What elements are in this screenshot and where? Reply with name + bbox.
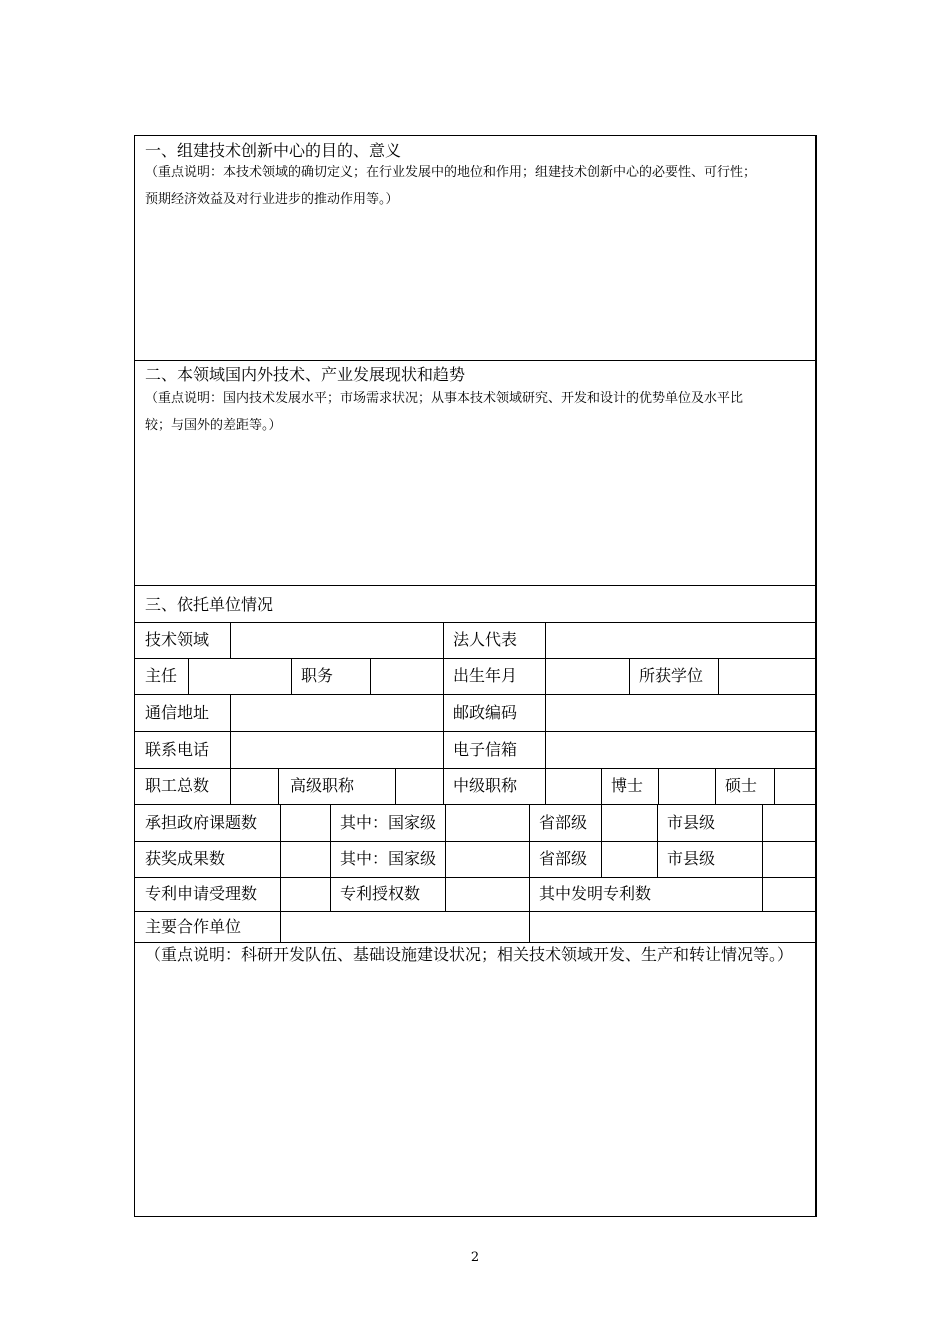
awards-national-input[interactable] [446, 842, 529, 877]
label-national-1: 其中：国家级 [340, 813, 437, 832]
section3-title: 三、依托单位情况 [145, 595, 274, 614]
label-mid-title: 中级职称 [453, 776, 518, 795]
tech-field-input[interactable] [231, 623, 443, 658]
address-input[interactable] [231, 695, 443, 731]
divider [135, 585, 815, 586]
label-provincial-1: 省部级 [539, 813, 588, 832]
section2-answer-area[interactable] [135, 441, 816, 585]
gov-provincial-input[interactable] [602, 805, 657, 841]
phone-input[interactable] [231, 732, 443, 768]
divider [135, 360, 815, 361]
section1-answer-area[interactable] [135, 216, 816, 360]
patent-granted-input[interactable] [446, 878, 529, 911]
phd-input[interactable] [659, 769, 715, 804]
awards-input[interactable] [281, 842, 330, 877]
page-number: 2 [470, 1250, 480, 1265]
label-position: 职务 [301, 666, 334, 685]
label-senior-title: 高级职称 [290, 776, 355, 795]
awards-city-input[interactable] [763, 842, 816, 877]
label-staff-total: 职工总数 [145, 776, 210, 795]
director-input[interactable] [189, 659, 291, 694]
gov-city-input[interactable] [763, 805, 816, 841]
label-provincial-2: 省部级 [539, 849, 588, 868]
master-input[interactable] [775, 769, 816, 804]
section2-title: 二、本领域国内外技术、产业发展现状和趋势 [145, 365, 466, 384]
label-city-2: 市县级 [667, 849, 716, 868]
label-birth: 出生年月 [453, 666, 518, 685]
staff-total-input[interactable] [231, 769, 278, 804]
label-phone: 联系电话 [145, 740, 210, 759]
email-input[interactable] [546, 732, 816, 768]
section3-answer-area[interactable] [135, 968, 816, 1216]
label-postcode: 邮政编码 [453, 703, 518, 722]
application-form [134, 135, 817, 1217]
label-master: 硕士 [725, 776, 758, 795]
label-patent-apply: 专利申请受理数 [145, 884, 258, 903]
label-gov-projects: 承担政府课题数 [145, 813, 258, 832]
patent-apply-input[interactable] [281, 878, 330, 911]
invention-patents-input[interactable] [763, 878, 816, 911]
label-invention-patents: 其中发明专利数 [539, 884, 652, 903]
mid-title-input[interactable] [546, 769, 601, 804]
section1-note-line1: （重点说明：本技术领域的确切定义；在行业发展中的地位和作用；组建技术创新中心的必要性、可行性； [145, 165, 757, 180]
label-national-2: 其中：国家级 [340, 849, 437, 868]
birth-input[interactable] [546, 659, 629, 694]
senior-title-input[interactable] [396, 769, 443, 804]
partners-input-2[interactable] [530, 912, 816, 942]
section2-note-line2: 较；与国外的差距等。） [145, 418, 282, 433]
label-awards: 获奖成果数 [145, 849, 226, 868]
postcode-input[interactable] [546, 695, 816, 731]
partners-input-1[interactable] [281, 912, 529, 942]
section3-note: （重点说明：科研开发队伍、基础设施建设状况；相关技术领域开发、生产和转让情况等。） [145, 945, 794, 964]
label-phd: 博士 [611, 776, 644, 795]
label-address: 通信地址 [145, 703, 210, 722]
degree-input[interactable] [719, 659, 816, 694]
position-input[interactable] [371, 659, 443, 694]
label-tech-field: 技术领域 [145, 630, 210, 649]
label-legal-rep: 法人代表 [453, 630, 518, 649]
label-degree: 所获学位 [639, 666, 704, 685]
label-email: 电子信箱 [453, 740, 518, 759]
section1-title: 一、组建技术创新中心的目的、意义 [145, 141, 402, 160]
section1-note-line2: 预期经济效益及对行业进步的推动作用等。） [145, 192, 399, 207]
legal-rep-input[interactable] [546, 623, 816, 658]
gov-national-input[interactable] [446, 805, 529, 841]
awards-provincial-input[interactable] [602, 842, 657, 877]
label-partners: 主要合作单位 [145, 917, 242, 936]
label-patent-granted: 专利授权数 [340, 884, 421, 903]
label-director: 主任 [145, 666, 178, 685]
section2-note-line1: （重点说明：国内技术发展水平；市场需求状况；从事本技术领域研究、开发和设计的优势单位及水平比 [145, 391, 744, 406]
gov-projects-input[interactable] [281, 805, 330, 841]
label-city-1: 市县级 [667, 813, 716, 832]
